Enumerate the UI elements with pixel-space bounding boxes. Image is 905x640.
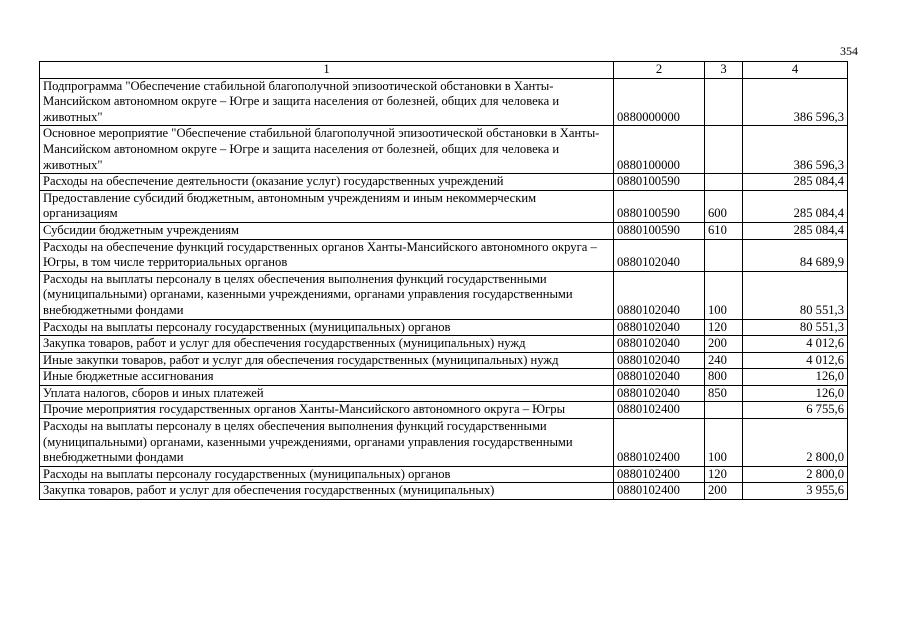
row-name: Прочие мероприятия государственных органов Ханты-Мансийского автономного округа – Югры: [40, 402, 614, 419]
table-row: [40, 402, 848, 419]
budget-table: [39, 61, 848, 500]
row-type: 100: [705, 271, 743, 319]
header-row: [40, 62, 848, 79]
row-name: Подпрограмма "Обеспечение стабильной благополучной эпизоотической обстановки в Ханты-Мансийском автономном округе – Югре и защита населения от болезней, общих для человека и животных": [40, 78, 614, 126]
row-amount: 2 800,0: [743, 419, 848, 467]
row-code: 0880102040: [614, 319, 705, 336]
row-code: 0880102040: [614, 369, 705, 386]
table-body: [40, 78, 848, 499]
column-header-2: 2: [614, 62, 705, 79]
table-row: [40, 385, 848, 402]
row-name: Иные бюджетные ассигнования: [40, 369, 614, 386]
row-amount: 386 596,3: [743, 78, 848, 126]
row-type: [705, 126, 743, 174]
row-code: 0880102040: [614, 352, 705, 369]
row-code: 0880100590: [614, 190, 705, 222]
table-row: [40, 190, 848, 222]
row-amount: 80 551,3: [743, 319, 848, 336]
row-name: Уплата налогов, сборов и иных платежей: [40, 385, 614, 402]
column-header-4: 4: [743, 62, 848, 79]
row-type: 600: [705, 190, 743, 222]
row-code: 0880102040: [614, 336, 705, 353]
table-header: [40, 62, 848, 79]
table-row: [40, 222, 848, 239]
row-amount: 386 596,3: [743, 126, 848, 174]
row-amount: 126,0: [743, 369, 848, 386]
table-row: [40, 174, 848, 191]
row-type: 100: [705, 419, 743, 467]
row-name: Расходы на выплаты персоналу государственных (муниципальных) органов: [40, 466, 614, 483]
row-amount: 6 755,6: [743, 402, 848, 419]
row-type: 610: [705, 222, 743, 239]
row-amount: 285 084,4: [743, 174, 848, 191]
row-name: Закупка товаров, работ и услуг для обеспечения государственных (муниципальных): [40, 483, 614, 500]
row-name: Основное мероприятие "Обеспечение стабильной благополучной эпизоотической обстановки в Ханты-Мансийском автономном округе – Югре и защита населения от болезней, общих для человека и животных": [40, 126, 614, 174]
table-row: [40, 78, 848, 126]
row-amount: 126,0: [743, 385, 848, 402]
row-amount: 285 084,4: [743, 190, 848, 222]
row-code: 0880102400: [614, 466, 705, 483]
table-row: [40, 271, 848, 319]
row-code: 0880102040: [614, 385, 705, 402]
row-code: 0880100590: [614, 174, 705, 191]
row-amount: 84 689,9: [743, 239, 848, 271]
table-row: [40, 466, 848, 483]
row-amount: 3 955,6: [743, 483, 848, 500]
row-type: [705, 239, 743, 271]
table-row: [40, 483, 848, 500]
row-name: Субсидии бюджетным учреждениям: [40, 222, 614, 239]
column-header-1: 1: [40, 62, 614, 79]
row-name: Расходы на обеспечение деятельности (оказание услуг) государственных учреждений: [40, 174, 614, 191]
row-code: 0880000000: [614, 78, 705, 126]
table-row: [40, 369, 848, 386]
page-number: 354: [840, 44, 858, 58]
row-name: Расходы на выплаты персоналу государственных (муниципальных) органов: [40, 319, 614, 336]
row-amount: 80 551,3: [743, 271, 848, 319]
table-row: [40, 319, 848, 336]
row-code: 0880102400: [614, 419, 705, 467]
row-type: 120: [705, 319, 743, 336]
column-header-3: 3: [705, 62, 743, 79]
row-type: 200: [705, 483, 743, 500]
row-code: 0880100000: [614, 126, 705, 174]
row-amount: 2 800,0: [743, 466, 848, 483]
row-type: [705, 78, 743, 126]
row-type: 200: [705, 336, 743, 353]
row-type: [705, 402, 743, 419]
table-row: [40, 419, 848, 467]
row-name: Расходы на выплаты персоналу в целях обеспечения выполнения функций государственными (муниципальными) органами, казенными учреждениями, органами управления государственными внебюджетными фондами: [40, 419, 614, 467]
row-name: Предоставление субсидий бюджетным, автономным учреждениям и иным некоммерческим организациям: [40, 190, 614, 222]
table-row: [40, 352, 848, 369]
row-code: 0880102400: [614, 483, 705, 500]
row-name: Иные закупки товаров, работ и услуг для обеспечения государственных (муниципальных) нужд: [40, 352, 614, 369]
row-type: 240: [705, 352, 743, 369]
row-name: Расходы на обеспечение функций государственных органов Ханты-Мансийского автономного округа – Югры, в том числе территориальных органов: [40, 239, 614, 271]
row-amount: 285 084,4: [743, 222, 848, 239]
table-row: [40, 239, 848, 271]
table-row: [40, 336, 848, 353]
row-code: 0880102040: [614, 239, 705, 271]
row-type: 120: [705, 466, 743, 483]
row-type: 850: [705, 385, 743, 402]
row-type: [705, 174, 743, 191]
row-amount: 4 012,6: [743, 352, 848, 369]
row-amount: 4 012,6: [743, 336, 848, 353]
row-code: 0880102040: [614, 271, 705, 319]
table-row: [40, 126, 848, 174]
row-type: 800: [705, 369, 743, 386]
row-name: Закупка товаров, работ и услуг для обеспечения государственных (муниципальных) нужд: [40, 336, 614, 353]
row-name: Расходы на выплаты персоналу в целях обеспечения выполнения функций государственными (муниципальными) органами, казенными учреждениями, органами управления государственными внебюджетными фондами: [40, 271, 614, 319]
row-code: 0880102400: [614, 402, 705, 419]
row-code: 0880100590: [614, 222, 705, 239]
